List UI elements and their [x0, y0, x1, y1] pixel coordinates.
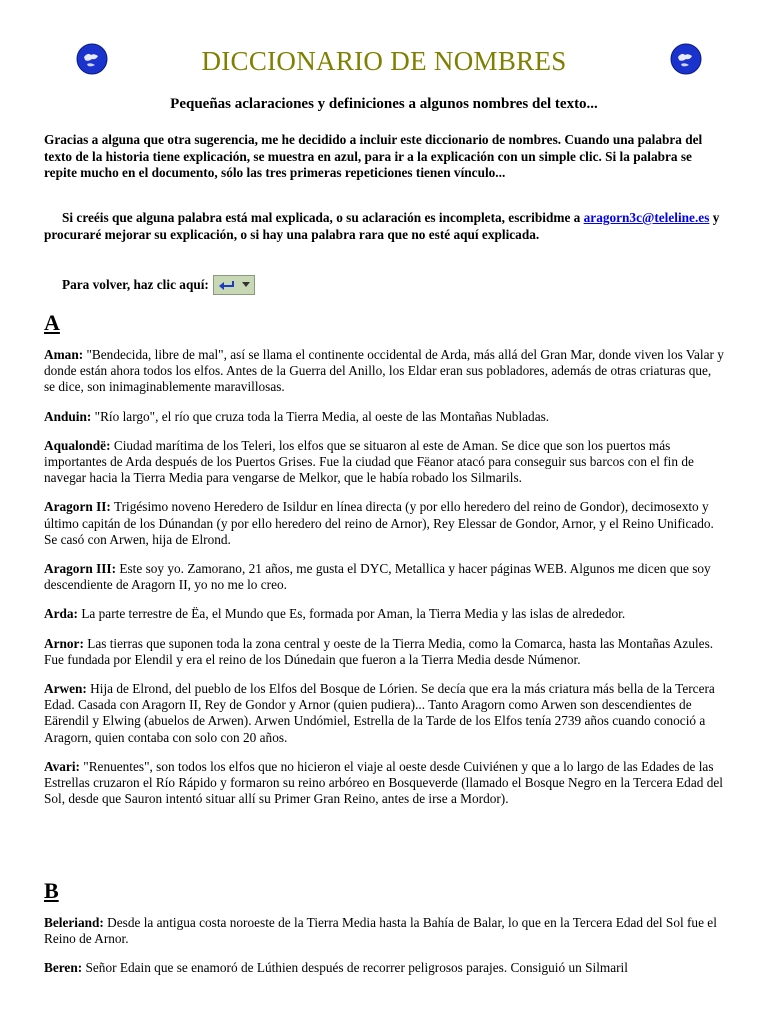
entry-text: Señor Edain que se enamoró de Lúthien después de recorrer peligrosos parajes. Consiguió un Silmaril [85, 960, 628, 976]
section-b-entries [44, 915, 724, 977]
page-subtitle: Pequeñas aclaraciones y definiciones a algunos nombres del texto... [170, 96, 598, 112]
section-a-entries [44, 347, 724, 807]
entry [44, 409, 724, 425]
contact-text-after: y procuraré mejorar su explicación, o si hay una palabra rara que no esté aquí explicada. [44, 210, 720, 242]
chevron-down-icon [242, 282, 250, 288]
globe-icon [670, 43, 702, 75]
entry-text: Ciudad marítima de los Teleri, los elfos que se situaron al este de Aman. Se dice que son los puertos más importantes de Arda después de los Puertos Grises. Fue la ciudad que Fëanor atacó para conseguir sus barcos con el fin de navegar hacia la Tierra Media para vengarse de Melkor, que le había robado los Silmarils. [44, 437, 694, 486]
entry-term: Aqualondë: [44, 437, 111, 453]
entry [44, 347, 724, 396]
back-row [62, 274, 255, 296]
contact-paragraph [44, 210, 724, 243]
entry-term: Arda: [44, 606, 78, 622]
email-link[interactable]: aragorn3c@teleline.es [583, 210, 710, 225]
entry-text: "Río largo", el río que cruza toda la Tierra Media, al oeste de las Montañas Nubladas. [94, 408, 550, 424]
intro-paragraph: Gracias a alguna que otra sugerencia, me he decidido a incluir este diccionario de nombres. Cuando una palabra del texto de la historia tiene explicación, se muestra en azul, para ir a la explicación con un simple clic. Si la palabra se repite mucho en el documento, sólo las tres primeras repeticiones tienen vínculo... [44, 132, 703, 180]
page-title: DICCIONARIO DE NOMBRES [201, 46, 567, 76]
entry-text: "Renuentes", son todos los elfos que no hicieron el viaje al oeste desde Cuiviénen y que a lo largo de las Edades de las Estrellas cruzaron el Río Rápido y formaron su reino arbóreo en Bosqueverde (llamado el Bosque Negro en la Tercera Edad del Sol, desde que Sauron intentó situar allí su Primer Gran Reino, antes de irse a Mordor). [44, 758, 723, 807]
entry-text: Las tierras que suponen toda la zona central y oeste de la Tierra Media, como la Comarca, hasta las Montañas Azules. Fue fundada por Elendil y era el reino de los Dúnedain que fueron a la Tierra Media desde Númenor. [44, 635, 714, 667]
entry-term: Beleriand: [44, 915, 104, 930]
entry-term: Aragorn III: [44, 561, 117, 577]
page-header [0, 42, 768, 82]
entry-text: Trigésimo noveno Heredero de Isildur en línea directa (y por ello heredero del reino de Gondor), decimosexto y último capitán de los Dúnandan (y por ello heredero del reino de Arnor), Rey Elessar de Gondor, Arnor, y el Reino Unificado. Se casó con Arwen, hija de Elrond. [44, 499, 714, 547]
entry-text: Hija de Elrond, del pueblo de los Elfos del Bosque de Lórien. Se decía que era la más criatura más bella de la Tercera Edad. Casada con Aragorn II, Rey de Gondor y Arnor (quien pudiera)... Tanto Aragorn como Arwen son descendientes de Eärendil y Elwing (abuelos de Arwen). Arwen Undómiel, Estrella de la Tarde de los Elfos tenía 2739 años cuando conoció a Aragorn, quien contaba con solo con 20 años. [44, 681, 715, 745]
entry [44, 759, 724, 808]
entry-text: "Bendecida, libre de mal", así se llama el continente occidental de Arda, más allá del Gran Mar, donde viven los Valar y donde están ahora todos los elfos. Antes de la Guerra del Anillo, los Eldar eran sus pobladores, además de otras criaturas que, se dice, son inimaginablemente maravillosas. [44, 347, 724, 395]
entry [44, 960, 724, 976]
back-button[interactable] [213, 275, 255, 295]
entry-term: Avari: [44, 758, 80, 774]
entry-term: Anduin: [44, 408, 92, 424]
entry-text: La parte terrestre de Ëa, el Mundo que Es, formada por Aman, la Tierra Media y las islas de alrededor. [81, 606, 626, 622]
entry-term: Arwen: [44, 681, 87, 697]
entry-text: Este soy yo. Zamorano, 21 años, me gusta el DYC, Metallica y hacer páginas WEB. Algunos me dicen que soy descendiente de Aragorn II, yo no me lo creo. [44, 561, 711, 593]
entry [44, 561, 724, 593]
section-letter: B [44, 878, 59, 903]
entry-term: Aman: [44, 347, 84, 362]
entry-term: Arnor: [44, 635, 84, 651]
entry [44, 499, 724, 548]
contact-text-before: Si creéis que alguna palabra está mal explicada, o su aclaración es incompleta, escribidme a [62, 210, 581, 225]
entry-text: Desde la antigua costa noroeste de la Tierra Media hasta la Bahía de Balar, lo que en la Tercera Edad del Sol fue el Reino de Arnor. [44, 915, 717, 947]
section-letter: A [44, 310, 60, 335]
entry-term: Beren: [44, 960, 83, 976]
entry [44, 438, 724, 487]
entry [44, 606, 724, 622]
entry [44, 681, 724, 746]
back-label: Para volver, haz clic aquí: [62, 277, 209, 292]
entry [44, 915, 724, 947]
entry-term: Aragorn II: [44, 499, 111, 515]
back-arrow-icon [218, 279, 236, 291]
entry [44, 636, 724, 668]
